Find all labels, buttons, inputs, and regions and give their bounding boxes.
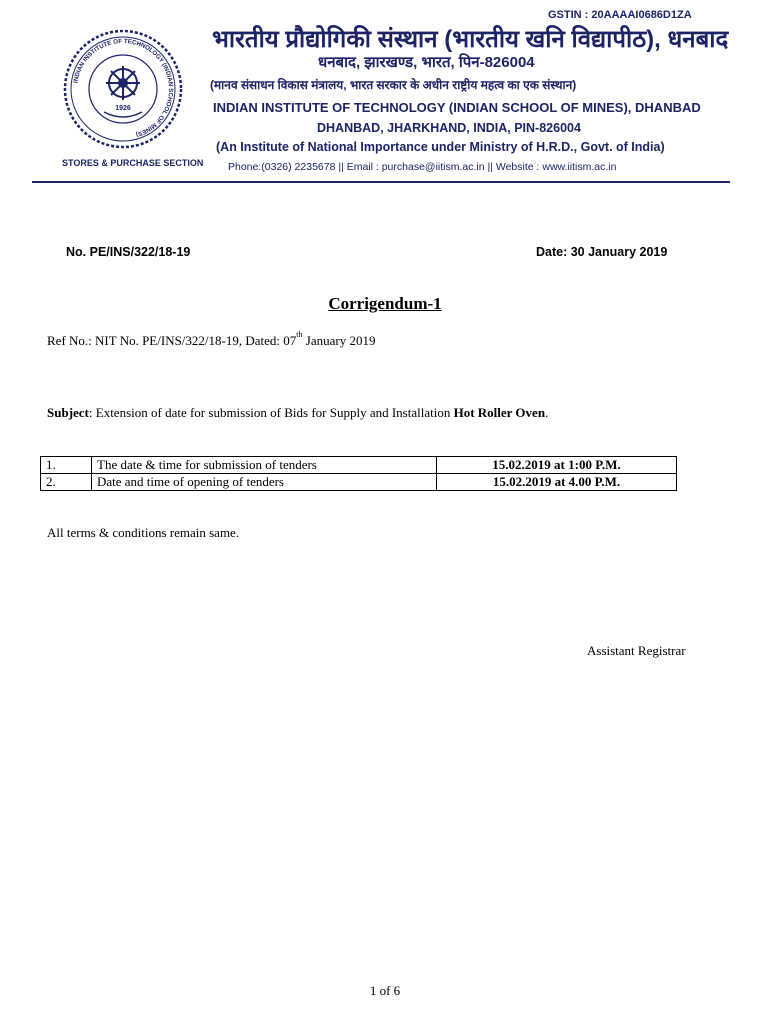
terms-note: All terms & conditions remain same. (47, 525, 240, 540)
institute-name-hindi: भारतीय प्रौद्योगिकी संस्थान (भारतीय खनि विद्यापीठ), धनबाद (212, 26, 729, 53)
section-name: STORES & PURCHASE SECTION (62, 158, 204, 168)
institute-name-english: INDIAN INSTITUTE OF TECHNOLOGY (INDIAN SCHOOL OF MINES), DHANBAD (213, 100, 701, 115)
row-description: Date and time of opening of tenders (92, 474, 437, 491)
table-row (41, 457, 677, 474)
seal-ring-text: INDIAN INSTITUTE OF TECHNOLOGY (INDIAN SCHOOL OF MINES) (72, 37, 175, 139)
table-row (41, 474, 677, 491)
row-value: 15.02.2019 at 4.00 P.M. (437, 474, 677, 491)
subject-item: Hot Roller Oven (453, 405, 546, 420)
institute-seal-icon (60, 26, 186, 152)
contact-line: Phone:(0326) 2235678 || Email : purchase@iitism.ac.in || Website : www.iitism.ac.in (228, 161, 617, 173)
seal-year: 1926 (115, 105, 131, 112)
signatory: Assistant Registrar (587, 643, 686, 658)
row-number: 1. (41, 457, 92, 474)
address-english: DHANBAD, JHARKHAND, INDIA, PIN-826004 (317, 121, 581, 135)
ministry-note-hindi: (मानव संसाधन विकास मंत्रालय, भारत सरकार के अधीन राष्ट्रीय महत्व का एक संस्थान) (210, 78, 577, 92)
reference-ordinal: th (296, 330, 303, 339)
reference-suffix: January 2019 (302, 333, 376, 348)
row-value: 15.02.2019 at 1:00 P.M. (437, 457, 677, 474)
subject-label: Subject (47, 405, 89, 420)
ministry-note-english: (An Institute of National Importance under Ministry of H.R.D., Govt. of India) (216, 140, 665, 154)
reference-line (47, 330, 376, 349)
document-title: Corrigendum-1 (328, 294, 442, 313)
subject-line (47, 405, 548, 421)
address-hindi: धनबाद, झारखण्ड, भारत, पिन-826004 (318, 54, 535, 71)
subject-text: : Extension of date for submission of Bids for Supply and Installation (88, 405, 454, 420)
page-number: 1 of 6 (369, 983, 401, 998)
header-divider (32, 181, 730, 183)
document-date: Date: 30 January 2019 (536, 245, 668, 259)
row-number: 2. (41, 474, 92, 491)
schedule-table (40, 456, 677, 491)
gstin-number: GSTIN : 20AAAAI0686D1ZA (548, 9, 692, 21)
reference-prefix: Ref No.: NIT No. PE/INS/322/18-19, Dated: 07 (47, 333, 297, 348)
document-number: No. PE/INS/322/18-19 (66, 245, 191, 259)
subject-end: . (545, 405, 549, 420)
row-description: The date & time for submission of tenders (92, 457, 437, 474)
